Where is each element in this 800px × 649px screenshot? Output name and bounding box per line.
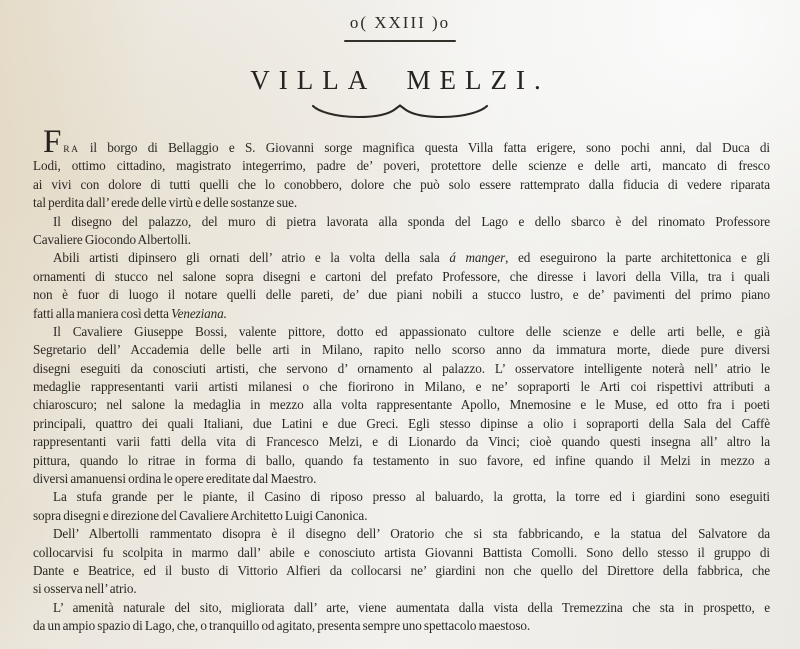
paragraph bbox=[33, 124, 770, 213]
text-line bbox=[33, 213, 770, 231]
text-segment: La stufa grande per le piante, il Casino di riposo presso al baluardo, la grotta, la torre ed i giardini sono eseguiti bbox=[53, 489, 770, 505]
text-segment: ornamenti di stucco nel salone sopra disegni e cartoni del prefato Professore, che diresse i lavori della Villa, tra i quali bbox=[33, 268, 770, 284]
text-segment: pittura, quando lo ritrae in forma di ballo, quando fa testamento in suo favore, ed infine quando il Melzi in mezzo a bbox=[33, 452, 770, 468]
text-line bbox=[33, 176, 770, 194]
text-segment: L’ amenità naturale del sito, migliorata dall’ arte, viene aumentata dalla vista della Tremezzina che sta in prospetto, e bbox=[53, 599, 770, 615]
paragraph bbox=[33, 599, 770, 636]
text-line bbox=[33, 378, 770, 396]
text-segment: disegni eseguiti da conosciuti artisti, che servono d’ ornamento al palazzo. L’ osservatore intelligente noterà nell’ atrio le bbox=[33, 360, 770, 376]
text-segment: tal perdita dall’ erede delle virtù e delle sostanze sue. bbox=[33, 195, 298, 211]
text-segment: il borgo di Bellaggio e S. Giovanni sorge magnifica questa Villa fatta erigere, sono pochi anni, dal Duca di bbox=[79, 140, 770, 155]
small-caps: RA bbox=[63, 145, 80, 155]
paragraph bbox=[33, 323, 770, 489]
text-line bbox=[33, 231, 770, 249]
text-line bbox=[33, 360, 770, 378]
text-line bbox=[33, 124, 770, 160]
text-line bbox=[33, 268, 770, 286]
text-segment: si osserva nell’ atrio. bbox=[33, 581, 137, 597]
text-segment: rappresentanti varii fatti della vita di Francesco Melzi, e di Lionardo da Vinci; cioè quando questi insegna all’ altro la bbox=[33, 434, 770, 450]
text-segment: da un ampio spazio di Lago, che, o tranquillo od agitato, presenta sempre uno spettacolo maestoso. bbox=[33, 618, 531, 634]
text-segment: Dell’ Albertolli rammentato disopra è il disegno dell’ Oratorio che si sta fabbricando, e la statua del Salvatore da bbox=[53, 526, 770, 542]
text-segment: Dante e Beatrice, ed il busto di Vittorio Alfieri da collocarsi ne’ giardini non che quello del Direttore della fabbrica, che bbox=[33, 562, 770, 578]
text-segment: ai vivi con dolore di tutti quelli che lo conobbero, dolore che può solo essere rattemprato dalla fiducia di vedere riparata bbox=[33, 176, 770, 192]
text-line bbox=[33, 580, 770, 598]
text-line bbox=[33, 194, 770, 212]
text-segment: fatti alla maniera così detta bbox=[33, 305, 172, 321]
swash-flourish-icon bbox=[310, 102, 490, 120]
text-line bbox=[33, 617, 770, 635]
text-line bbox=[33, 341, 770, 359]
text-line bbox=[33, 396, 770, 414]
text-line bbox=[33, 488, 770, 506]
text-segment: medaglie rappresentanti varii artisti milanesi o che fiorirono in Milano, e ne’ sopraporti le Arti coi rispettivi attributi a bbox=[33, 379, 770, 395]
text-line bbox=[33, 562, 770, 580]
text-segment: diversi amanuensi ordina le opere ereditate dal Maestro. bbox=[33, 471, 317, 487]
text-segment: , ed eseguirono la parte architettonica e gli bbox=[505, 250, 770, 266]
text-line bbox=[33, 157, 770, 175]
text-segment: non è fuor di luogo il notare quelli delle pareti, de’ due piani nobili a stucco lustro, e de’ pavimenti del primo piano bbox=[33, 287, 770, 303]
text-segment: Il Cavaliere Giuseppe Bossi, valente pittore, dotto ed appassionato cultore delle scienze e delle arti belle, e già bbox=[53, 323, 770, 339]
title-swash bbox=[0, 102, 800, 125]
text-segment: principali, quattro dei quali Italiani, due Latini e due Greci. Egli stesso dipinse a olio i sopraporti della Sala del Caffè bbox=[33, 415, 770, 431]
text-segment: Cavaliere Giocondo Albertolli. bbox=[33, 231, 191, 247]
text-segment: Il disegno del palazzo, del muro di pietra lavorata alla sponda del Lago e dello sbarco è del rinomato Professore bbox=[53, 213, 770, 229]
text-segment: collocarvisi fu scolpita in marmo dall’ abile e conosciuto artista Giovanni Battista Comolli. Sono dello stesso il gruppo di bbox=[33, 544, 770, 560]
text-segment: Lodi, ottimo cittadino, magistrato integerrimo, padre de’ poveri, protettore delle scienze e delle arti, mancato di fresco bbox=[33, 158, 770, 174]
page-header bbox=[0, 0, 800, 42]
text-line bbox=[33, 249, 770, 267]
text-line bbox=[33, 470, 770, 488]
text-segment: chiaroscuro; nel salone la medaglia in mezzo alla volta rappresentante Apollo, Mnemosine e le Muse, ed otto fra i poeti bbox=[33, 397, 770, 413]
text-line bbox=[33, 452, 770, 470]
text-segment: Abili artisti dipinsero gli ornati dell’ atrio e la volta della sala bbox=[53, 250, 450, 266]
text-segment: sopra disegni e direzione del Cavaliere Architetto Luigi Canonica. bbox=[33, 507, 368, 523]
text-segment: Segretario dell’ Accademia delle belle arti in Milano, rapito nello scorso anno da immatura morte, diede pure diversi bbox=[33, 342, 770, 358]
body-text bbox=[33, 124, 770, 636]
text-line bbox=[33, 415, 770, 433]
text-line bbox=[33, 507, 770, 525]
page-number: o( XXIII )o bbox=[349, 13, 451, 32]
italic-text: á manger bbox=[449, 250, 506, 266]
paragraph bbox=[33, 213, 770, 250]
text-line bbox=[33, 525, 770, 543]
paragraph bbox=[33, 249, 770, 323]
text-line bbox=[33, 599, 770, 617]
header-rule bbox=[344, 40, 456, 42]
paragraph bbox=[33, 488, 770, 525]
text-line bbox=[33, 305, 770, 323]
paragraph bbox=[33, 525, 770, 599]
italic-text: Veneziana. bbox=[171, 305, 227, 321]
text-line bbox=[33, 323, 770, 341]
text-line bbox=[33, 286, 770, 304]
text-line bbox=[33, 433, 770, 451]
title-area bbox=[0, 65, 800, 125]
page-title: VILLA MELZI. bbox=[250, 65, 550, 95]
drop-cap: F bbox=[43, 124, 62, 160]
text-line bbox=[33, 544, 770, 562]
